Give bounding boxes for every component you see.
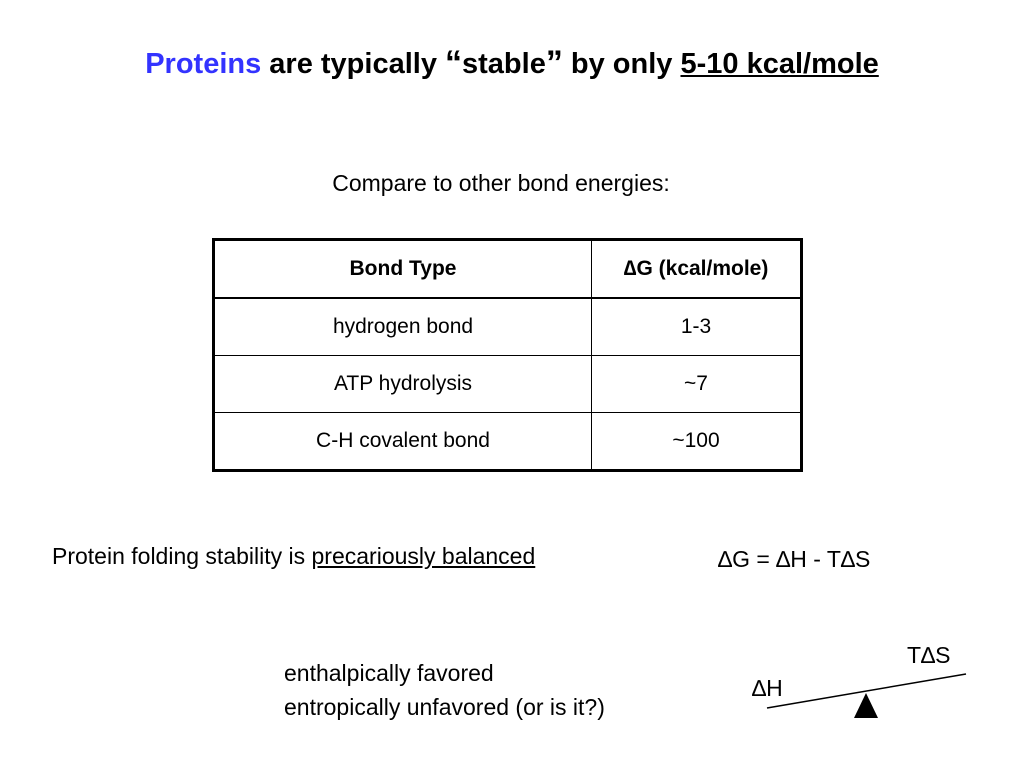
bond-energy-table (212, 238, 803, 472)
table-header-row (214, 240, 802, 299)
intro-text: Compare to other bond energies: (332, 170, 670, 196)
cell-delta-g: 1-3 (592, 298, 802, 356)
stability-underlined: precariously balanced (311, 543, 536, 569)
favorability-line-entropy: entropically unfavored (or is it?) (284, 694, 605, 720)
title-after-text: by only (562, 48, 681, 80)
cell-bond-type: ATP hydrolysis (214, 356, 592, 413)
title-close-quote: ” (545, 44, 563, 82)
cell-delta-g: ~7 (592, 356, 802, 413)
favorability-line-enthalpy: enthalpically favored (284, 660, 494, 686)
slide-title (0, 44, 1024, 83)
title-accent-word: Proteins (145, 48, 262, 80)
cell-bond-type: C-H covalent bond (214, 413, 592, 471)
cell-delta-g: ~100 (592, 413, 802, 471)
favorability-notes (284, 656, 605, 724)
title-open-quote: “ (445, 44, 463, 82)
stability-prefix: Protein folding stability is (52, 543, 312, 569)
gibbs-equation: ∆G = ∆H - T∆S (718, 546, 871, 572)
seesaw-fulcrum (854, 693, 878, 718)
title-middle-text: are typically (261, 48, 446, 80)
table-row (214, 356, 802, 413)
title-underlined-value: 5-10 kcal/mole (680, 48, 879, 80)
header-delta-g: ∆G (kcal/mole) (592, 240, 802, 299)
seesaw-right-label: T∆S (907, 642, 951, 668)
title-quoted-word: stable (462, 48, 546, 80)
table-row (214, 413, 802, 471)
seesaw-left-label: ∆H (752, 675, 783, 701)
cell-bond-type: hydrogen bond (214, 298, 592, 356)
table-row (214, 298, 802, 356)
header-bond-type: Bond Type (214, 240, 592, 299)
stability-statement (52, 543, 535, 570)
